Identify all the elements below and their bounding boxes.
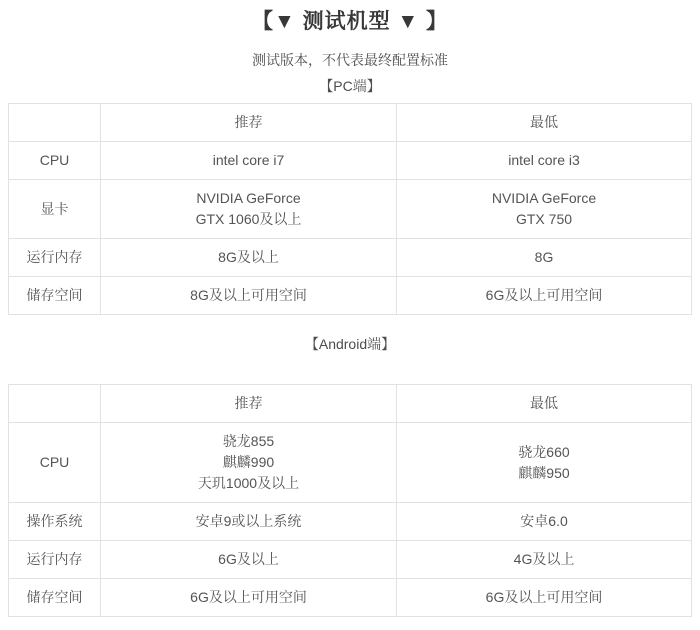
row-label-cell: 储存空间	[9, 579, 101, 617]
minimum-cell	[397, 142, 692, 180]
table-row	[9, 423, 692, 503]
recommended-header: 推荐	[101, 104, 397, 142]
cell-line: 安卓6.0	[520, 513, 568, 529]
cell-line: 6G及以上可用空间	[485, 287, 603, 303]
table-row	[9, 180, 692, 239]
cell-line: 8G	[534, 249, 554, 265]
spec-tables-container	[0, 78, 700, 617]
cell-line: 安卓9或以上系统	[195, 513, 302, 529]
minimum-cell	[397, 239, 692, 277]
minimum-cell	[397, 503, 692, 541]
cell-line: 麒麟990	[222, 454, 275, 470]
minimum-cell	[397, 579, 692, 617]
row-label-cell: 操作系统	[9, 503, 101, 541]
spec-table	[8, 103, 692, 315]
spec-table	[8, 384, 692, 617]
row-label-cell: 储存空间	[9, 277, 101, 315]
minimum-cell	[397, 180, 692, 239]
header-row	[9, 104, 692, 142]
cell-line: NVIDIA GeForce	[196, 190, 301, 206]
recommended-cell	[101, 423, 397, 503]
cell-line: 天玑1000及以上	[197, 475, 300, 491]
recommended-header: 推荐	[101, 385, 397, 423]
section-label: 【Android端】	[304, 336, 396, 352]
row-label-cell: 运行内存	[9, 239, 101, 277]
row-label-cell: CPU	[9, 142, 101, 180]
section-label: 【PC端】	[319, 78, 381, 94]
cell-line: GTX 1060及以上	[195, 211, 302, 227]
cell-line: 6G及以上可用空间	[485, 589, 603, 605]
table-row	[9, 239, 692, 277]
cell-line: 麒麟950	[518, 464, 570, 481]
minimum-cell	[397, 277, 692, 315]
cell-line: 骁龙855	[222, 433, 275, 449]
recommended-cell	[101, 180, 397, 239]
cell-line: 骁龙660	[518, 443, 570, 460]
cell-line: 6G及以上	[218, 551, 279, 567]
recommended-cell	[101, 579, 397, 617]
cell-line: 8G及以上可用空间	[190, 287, 307, 303]
minimum-cell	[397, 423, 692, 503]
table-row	[9, 277, 692, 315]
corner-header-cell	[9, 385, 101, 423]
table-row	[9, 579, 692, 617]
table-section-pc	[0, 78, 700, 315]
row-label-cell: 显卡	[9, 180, 101, 239]
table-row	[9, 503, 692, 541]
minimum-cell	[397, 541, 692, 579]
page-title: 【▼ 测试机型 ▼ 】	[251, 10, 449, 33]
cell-line: 8G及以上	[218, 249, 279, 265]
recommended-cell	[101, 239, 397, 277]
cell-line: intel core i3	[508, 152, 580, 168]
article-page	[0, 10, 700, 630]
minimum-header: 最低	[397, 104, 692, 142]
cell-line: intel core i7	[212, 152, 285, 168]
recommended-cell	[101, 277, 397, 315]
cell-line: 4G及以上	[513, 551, 575, 567]
recommended-cell	[101, 142, 397, 180]
minimum-header: 最低	[397, 385, 692, 423]
header-row	[9, 385, 692, 423]
cell-line: GTX 750	[515, 211, 573, 227]
cell-line: 6G及以上可用空间	[190, 589, 307, 605]
recommended-cell	[101, 503, 397, 541]
table-row	[9, 541, 692, 579]
row-label-cell: CPU	[9, 423, 101, 503]
page-subtitle: 测试版本，不代表最终配置标准	[252, 52, 448, 68]
table-row	[9, 142, 692, 180]
recommended-cell	[101, 541, 397, 579]
table-section-android	[0, 336, 700, 617]
cell-line: NVIDIA GeForce	[491, 190, 597, 206]
row-label-cell: 运行内存	[9, 541, 101, 579]
corner-header-cell	[9, 104, 101, 142]
